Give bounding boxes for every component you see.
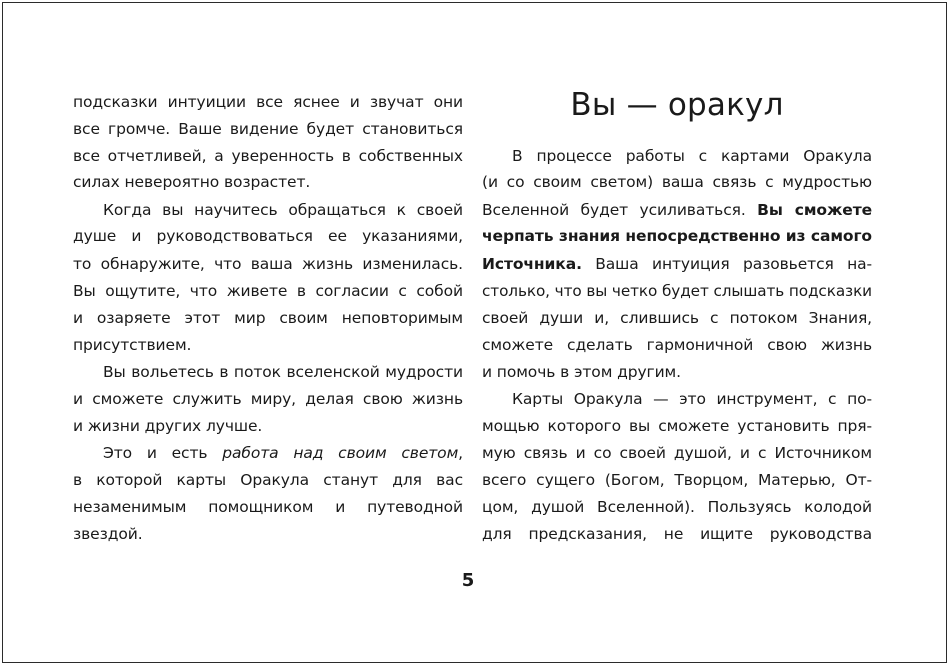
text-line: всего сущего (Богом, Творцом, Матерью, От- <box>482 471 872 489</box>
text-line <box>482 223 872 249</box>
bold-phrase: Вы сможете <box>757 201 872 219</box>
text-span: Ваша интуиция разовьется на- <box>595 255 872 273</box>
section-heading: Вы — оракул <box>570 87 784 123</box>
text-line <box>103 440 463 466</box>
text-line: и озаряете этот мир своим неповторимым <box>73 309 463 327</box>
text-line: подсказки интуиции все яснее и звучат они <box>73 93 463 111</box>
text-span: , <box>458 444 463 462</box>
text-line: мощью которого вы сможете установить пря- <box>482 417 872 435</box>
text-line: все громче. Ваше видение будет становиться <box>73 120 463 138</box>
text-line: столько, что вы четко будет слышать подсказки <box>482 282 872 300</box>
text-line: В процессе работы с картами Оракула <box>512 147 872 165</box>
text-line: и жизни других лучше. <box>73 417 263 435</box>
bold-phrase: черпать знания непосредственно из самого <box>482 227 872 245</box>
text-line: в которой карты Оракула станут для вас <box>73 471 463 489</box>
text-line: незаменимым помощником и путеводной <box>73 498 463 516</box>
text-line: цом, душой Вселенной). Пользуясь колодой <box>482 498 872 516</box>
text-line: Карты Оракула — это инструмент, с по- <box>512 390 872 408</box>
text-line <box>482 251 872 277</box>
text-line: (и со своим светом) ваша связь с мудростью <box>482 173 872 191</box>
text-line: сможете сделать гармоничной свою жизнь <box>482 336 872 354</box>
text-line: силах невероятно возрастет. <box>73 173 311 191</box>
text-line: Когда вы научитесь обращаться к своей <box>103 201 463 219</box>
text-line: звездой. <box>73 525 143 543</box>
page-number: 5 <box>461 570 475 591</box>
text-line: то обнаружите, что ваша жизнь изменилась. <box>73 255 463 273</box>
text-line <box>482 197 872 223</box>
text-line: и помочь в этом другим. <box>482 363 681 381</box>
text-line: присутствием. <box>73 336 192 354</box>
text-line: все отчетливей, а уверенность в собственных <box>73 147 463 165</box>
text-span: Вселенной будет усиливаться. <box>482 201 746 219</box>
text-line: своей души и, слившись с потоком Знания, <box>482 309 872 327</box>
italic-phrase: работа над своим светом <box>222 444 459 462</box>
book-page <box>2 2 947 663</box>
text-line: и сможете служить миру, делая свою жизнь <box>73 390 463 408</box>
text-line: Вы вольетесь в поток вселенской мудрости <box>103 363 463 381</box>
text-line: душе и руководствоваться ее указаниями, <box>73 227 463 245</box>
text-line: Вы ощутите, что живете в согласии с собой <box>73 282 463 300</box>
text-span: Это и есть <box>103 444 208 462</box>
text-line: для предсказания, не ищите руководства <box>482 525 872 543</box>
text-line: мую связь и со своей душой, и с Источником <box>482 444 872 462</box>
bold-phrase: Источника. <box>482 255 582 273</box>
